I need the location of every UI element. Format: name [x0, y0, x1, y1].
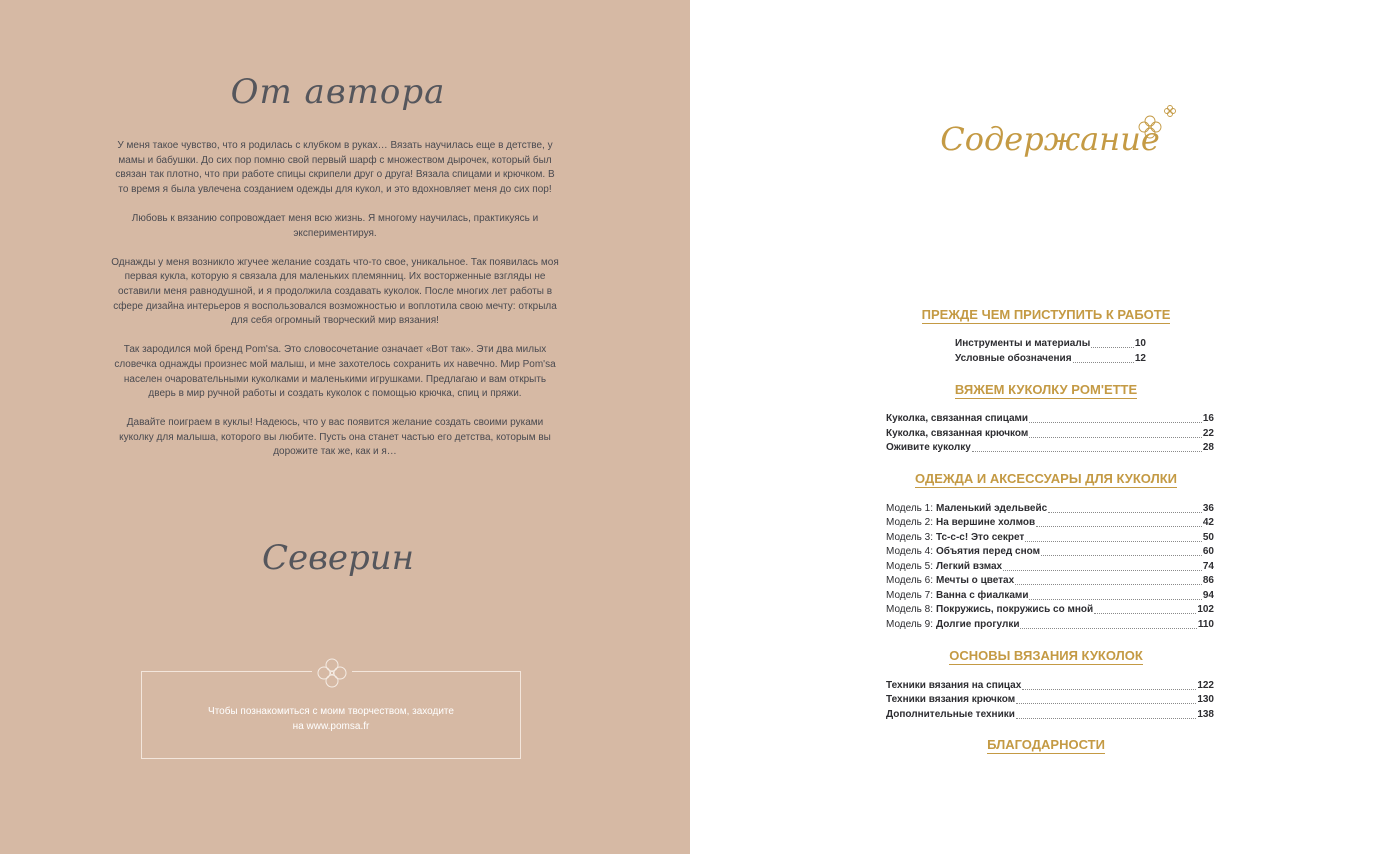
- toc-entry-label: Долгие прогулки: [936, 619, 1020, 630]
- toc-entry-page: 42: [1202, 517, 1214, 528]
- website-note-line: Чтобы познакомиться с моим творчеством, заходите: [208, 706, 454, 717]
- contents-title: Содержание: [940, 120, 1160, 158]
- flower-ornament-icon: [1132, 102, 1180, 147]
- toc-entry[interactable]: [886, 693, 1214, 707]
- toc-entry-page: 122: [1197, 680, 1214, 691]
- toc-section-heading-text: ВЯЖЕМ КУКОЛКУ POM'ETTE: [954, 382, 1138, 397]
- toc-leader: [1016, 708, 1196, 719]
- toc-entry-page: 138: [1197, 709, 1214, 720]
- toc-entry[interactable]: [886, 412, 1214, 426]
- toc-section-heading: [840, 382, 1252, 397]
- toc-entry-label: Маленький эдельвейс: [936, 503, 1048, 514]
- toc-leader: [1015, 574, 1202, 585]
- toc-entry[interactable]: [955, 352, 1146, 366]
- website-note: [142, 704, 520, 734]
- toc-leader: [1029, 589, 1201, 600]
- toc-entry-prefix: Модель 5:: [886, 561, 934, 572]
- toc-entry-page: 102: [1197, 604, 1214, 615]
- toc-entry[interactable]: [886, 574, 1214, 588]
- toc-leader: [1003, 560, 1202, 571]
- toc-entry-label: Покружись, покружись со мной: [936, 604, 1094, 615]
- toc-leader: [1036, 516, 1202, 527]
- toc-entry-page: 60: [1202, 546, 1214, 557]
- author-paragraph: Любовь к вязанию сопровождает меня всю жизнь. Я многому научилась, практикуясь и экспериментируя.: [131, 212, 539, 239]
- toc-entry-page: 16: [1202, 413, 1214, 424]
- author-paragraph: Так зародился мой бренд Pom'sa. Это словосочетание означает «Вот так». Эти два милых словечка однажды произнес мой малыш, и мне захотелось сохранить их навечно. Мир Pom'sa населен очаровательными куколками и маленькими игрушками. Предлагаю и вам открыть дверь в мир ручной работы и создать куколок с помощью крючка, спиц и пряжи.: [114, 344, 556, 400]
- toc-entry-label: Инструменты и материалы: [955, 338, 1091, 349]
- toc-entry-prefix: Модель 6:: [886, 575, 934, 586]
- toc-entry-label: Техники вязания крючком: [886, 694, 1016, 705]
- toc-entry-page: 130: [1197, 694, 1214, 705]
- toc-entry[interactable]: [886, 502, 1214, 516]
- toc-section-heading-text: БЛАГОДАРНОСТИ: [987, 737, 1105, 752]
- toc-entry-page: 110: [1197, 619, 1214, 630]
- toc-entry-page: 94: [1202, 590, 1214, 601]
- toc-entry-page: 12: [1134, 353, 1146, 364]
- toc-leader: [1016, 693, 1196, 704]
- toc-entry-label: Условные обозначения: [955, 353, 1072, 364]
- toc-entry-label: Оживите куколку: [886, 442, 971, 453]
- toc-entry[interactable]: [886, 516, 1214, 530]
- toc-section-heading-text: ОДЕЖДА И АКСЕССУАРЫ ДЛЯ КУКОЛКИ: [915, 471, 1177, 486]
- toc-entry[interactable]: [886, 441, 1214, 455]
- toc-leader: [1020, 618, 1196, 629]
- toc-entry[interactable]: [886, 545, 1214, 559]
- flower-ornament-icon: [312, 655, 352, 691]
- toc-entry-label: На вершине холмов: [936, 517, 1036, 528]
- toc-entry-label: Мечты о цветах: [936, 575, 1015, 586]
- toc-entry-page: 22: [1202, 428, 1214, 439]
- toc-leader: [1041, 545, 1202, 556]
- toc-entry-prefix: Модель 2:: [886, 517, 934, 528]
- toc-entry[interactable]: [886, 618, 1214, 632]
- toc-entry-label: Техники вязания на спицах: [886, 680, 1022, 691]
- toc-leader: [1073, 352, 1134, 363]
- toc-leader: [1094, 603, 1196, 614]
- toc-section-heading: [840, 471, 1252, 486]
- toc-entry[interactable]: [886, 531, 1214, 545]
- toc-leader: [1048, 502, 1202, 513]
- toc-entry[interactable]: [955, 337, 1146, 351]
- toc-entry-prefix: Модель 9:: [886, 619, 934, 630]
- toc-entry[interactable]: [886, 679, 1214, 693]
- toc-leader: [972, 441, 1202, 452]
- toc-entry-page: 74: [1202, 561, 1214, 572]
- toc-entry-page: 36: [1202, 503, 1214, 514]
- toc-entry[interactable]: [886, 427, 1214, 441]
- toc-entry[interactable]: [886, 560, 1214, 574]
- toc-entry-page: 86: [1202, 575, 1214, 586]
- toc-entry-label: Легкий взмах: [936, 561, 1003, 572]
- contents-page: [690, 0, 1383, 854]
- author-text: [110, 139, 560, 475]
- toc-entry-page: 50: [1202, 532, 1214, 543]
- toc-leader: [1025, 531, 1202, 542]
- toc-section-heading-text: ПРЕЖДЕ ЧЕМ ПРИСТУПИТЬ К РАБОТЕ: [921, 307, 1171, 322]
- toc-entry-prefix: Модель 1:: [886, 503, 934, 514]
- author-paragraph: Давайте поиграем в куклы! Надеюсь, что у вас появится желание создать своими руками куколку для малыша, которого вы любите. Пусть она станет частью его детства, которым вы дорожите так же, как и я…: [119, 417, 551, 458]
- website-link[interactable]: на www.pomsa.fr: [292, 721, 370, 732]
- website-note-box: [141, 671, 521, 759]
- toc-entry[interactable]: [886, 708, 1214, 722]
- toc-entry-page: 10: [1134, 338, 1146, 349]
- toc-entry[interactable]: [886, 589, 1214, 603]
- toc-entry-label: Тс-с-с! Это секрет: [936, 532, 1025, 543]
- author-paragraph: У меня такое чувство, что я родилась с клубком в руках… Вязать научилась еще в детстве, у мамы и бабушки. До сих пор помню свой первый шарф с множеством дырочек, который был связан так плотно, что при работе спицы скрипели друг о друга! Вязала спицами и крючком. В то время я была увлечена созданием одежды для кукол, и это вдохновляет меня до сих пор!: [115, 140, 555, 195]
- author-page: [0, 0, 690, 854]
- toc-section-heading-text: ОСНОВЫ ВЯЗАНИЯ КУКОЛОК: [949, 648, 1143, 663]
- author-page-title: От автора: [230, 72, 446, 112]
- toc-leader: [1022, 679, 1196, 690]
- toc-entry-prefix: Модель 4:: [886, 546, 934, 557]
- toc-section-heading: [840, 737, 1252, 752]
- toc-entry-page: 28: [1202, 442, 1214, 453]
- toc-entry[interactable]: [886, 603, 1214, 617]
- toc-leader: [1029, 412, 1202, 423]
- toc-entry-label: Куколка, связанная спицами: [886, 413, 1029, 424]
- toc-entry-prefix: Модель 8:: [886, 604, 934, 615]
- toc-entry-label: Объятия перед сном: [936, 546, 1040, 557]
- toc-section-heading: [840, 307, 1252, 322]
- toc-entry-label: Ванна с фиалками: [936, 590, 1029, 601]
- toc-section-heading: [840, 648, 1252, 663]
- toc-entry-label: Куколка, связанная крючком: [886, 428, 1029, 439]
- toc-entry-prefix: Модель 7:: [886, 590, 934, 601]
- toc-entry-prefix: Модель 3:: [886, 532, 934, 543]
- toc-leader: [1029, 427, 1202, 438]
- toc-leader: [1091, 337, 1134, 348]
- author-signature: Северин: [261, 538, 415, 578]
- toc-entry-label: Дополнительные техники: [886, 709, 1015, 720]
- author-paragraph: Однажды у меня возникло жгучее желание создать что-то свое, уникальное. Так появилась моя первая кукла, которую я связала для маленьких племянниц. Их восторженные взгляды не оставили меня равнодушной, и я продолжила создавать куколок. После многих лет работы в сфере дизайна интерьеров я воспользовался возможностью и воплотила свою мечту: открыла для себя огромный творческий мир вязания!: [111, 256, 559, 327]
